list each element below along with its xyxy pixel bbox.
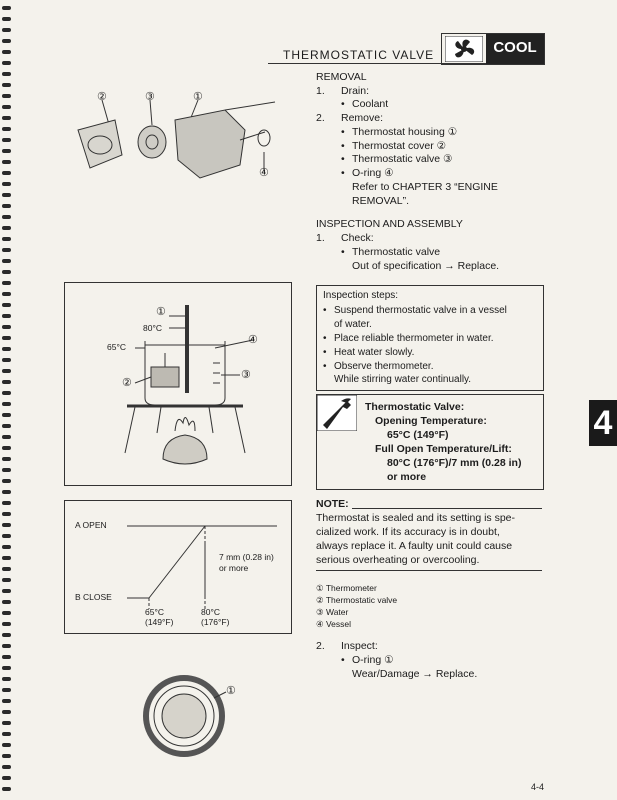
binding-hole bbox=[2, 369, 11, 373]
bullet: • bbox=[323, 333, 327, 344]
step-item: Heat water slowly. bbox=[334, 347, 415, 358]
binding-hole bbox=[2, 270, 11, 274]
binding-hole bbox=[2, 545, 11, 549]
lift-label-2: or more bbox=[219, 563, 249, 573]
binding-hole bbox=[2, 721, 11, 725]
note-line: serious overheating or overcooling. bbox=[316, 554, 480, 566]
inspection-step1-num: 1. bbox=[316, 232, 325, 244]
x-tick-65c: 65°C bbox=[145, 607, 164, 617]
binding-hole bbox=[2, 28, 11, 32]
binding-hole bbox=[2, 644, 11, 648]
chapter-tab-number: 4 bbox=[593, 404, 613, 442]
removal-item: Thermostat housing ① bbox=[352, 126, 458, 138]
step-item: Suspend thermostatic valve in a vessel bbox=[334, 305, 507, 316]
binding-hole bbox=[2, 501, 11, 505]
binding-hole bbox=[2, 116, 11, 120]
binding-hole bbox=[2, 281, 11, 285]
binding-hole bbox=[2, 622, 11, 626]
binding-hole bbox=[2, 424, 11, 428]
inspection-steps-box bbox=[316, 285, 544, 391]
spec-title: Thermostatic Valve: bbox=[365, 401, 465, 413]
lift-label: 7 mm (0.28 in) bbox=[219, 552, 274, 562]
bullet: • bbox=[323, 305, 327, 316]
binding-hole bbox=[2, 787, 11, 791]
binding-hole bbox=[2, 94, 11, 98]
binding-hole bbox=[2, 655, 11, 659]
exploded-view-illustration bbox=[60, 80, 290, 190]
binding-hole bbox=[2, 523, 11, 527]
callout-4: ④ bbox=[259, 167, 269, 179]
binding-hole bbox=[2, 72, 11, 76]
cool-badge bbox=[441, 33, 545, 65]
inspection-step1-label: Check: bbox=[341, 232, 374, 244]
refer-line-2: REMOVAL”. bbox=[352, 195, 409, 207]
bullet: • bbox=[341, 140, 345, 152]
beaker-callout-3: ③ bbox=[241, 369, 251, 381]
binding-hole bbox=[2, 182, 11, 186]
binding-hole bbox=[2, 138, 11, 142]
binding-hole bbox=[2, 336, 11, 340]
binding-hole bbox=[2, 215, 11, 219]
removal-item: Thermostatic valve ③ bbox=[352, 153, 453, 165]
callout-2: ② bbox=[97, 91, 107, 103]
note-rule-top bbox=[352, 508, 542, 509]
binding-hole bbox=[2, 490, 11, 494]
binding-hole bbox=[2, 776, 11, 780]
beaker-callout-4: ④ bbox=[248, 334, 258, 346]
binding-hole bbox=[2, 160, 11, 164]
binding-hole bbox=[2, 666, 11, 670]
inspection-steps-title: Inspection steps: bbox=[323, 290, 399, 301]
legend-item: ② Thermostatic valve bbox=[316, 595, 398, 605]
removal-step1-label: Drain: bbox=[341, 85, 370, 97]
o-ring-callout: ① bbox=[226, 685, 236, 697]
binding-hole bbox=[2, 149, 11, 153]
binding-hole bbox=[2, 50, 11, 54]
spiral-binding bbox=[0, 0, 14, 800]
step-item: Observe thermometer. bbox=[334, 361, 434, 372]
binding-hole bbox=[2, 512, 11, 516]
binding-hole bbox=[2, 633, 11, 637]
binding-hole bbox=[2, 292, 11, 296]
temp-80c-label: 80°C bbox=[143, 323, 162, 333]
full-open-value: 80°C (176°F)/7 mm (0.28 in) bbox=[387, 457, 522, 469]
removal-heading: REMOVAL bbox=[316, 71, 367, 83]
inspect-result: Wear/Damage → Replace. bbox=[352, 668, 478, 680]
bullet: • bbox=[341, 153, 345, 165]
close-label: B CLOSE bbox=[75, 592, 112, 602]
bullet: • bbox=[341, 167, 345, 179]
removal-step1-item: Coolant bbox=[352, 98, 389, 110]
cool-badge-label: COOL bbox=[493, 39, 537, 56]
binding-hole bbox=[2, 765, 11, 769]
temp-65c-label: 65°C bbox=[107, 342, 126, 352]
beaker-figure bbox=[64, 282, 292, 486]
binding-hole bbox=[2, 578, 11, 582]
removal-step2-num: 2. bbox=[316, 112, 325, 124]
inspect-item: O-ring ① bbox=[352, 654, 394, 666]
binding-hole bbox=[2, 193, 11, 197]
legend-item: ④ Vessel bbox=[316, 619, 352, 629]
binding-hole bbox=[2, 600, 11, 604]
bullet: • bbox=[341, 654, 345, 666]
fan-icon bbox=[445, 36, 483, 62]
binding-hole bbox=[2, 732, 11, 736]
step-item-cont: of water. bbox=[334, 319, 372, 330]
inspect-step-label: Inspect: bbox=[341, 640, 378, 652]
note-label: NOTE: bbox=[316, 498, 349, 510]
beaker-callout-2: ② bbox=[122, 377, 132, 389]
binding-hole bbox=[2, 259, 11, 263]
binding-hole bbox=[2, 226, 11, 230]
x-tick-176f: (176°F) bbox=[201, 617, 230, 627]
inspection-item: Thermostatic valve bbox=[352, 246, 441, 258]
legend-item: ③ Water bbox=[316, 607, 349, 617]
binding-hole bbox=[2, 468, 11, 472]
page-number: 4-4 bbox=[531, 782, 545, 792]
callout-1: ① bbox=[193, 91, 203, 103]
binding-hole bbox=[2, 39, 11, 43]
binding-hole bbox=[2, 237, 11, 241]
removal-step1-num: 1. bbox=[316, 85, 325, 97]
binding-hole bbox=[2, 127, 11, 131]
binding-hole bbox=[2, 677, 11, 681]
binding-hole bbox=[2, 358, 11, 362]
legend-item: ① Thermometer bbox=[316, 583, 377, 593]
removal-item: O-ring ④ bbox=[352, 167, 394, 179]
binding-hole bbox=[2, 479, 11, 483]
binding-hole bbox=[2, 589, 11, 593]
section-title: THERMOSTATIC VALVE bbox=[283, 48, 435, 62]
full-open-value-2: or more bbox=[387, 471, 427, 483]
binding-hole bbox=[2, 710, 11, 714]
beaker-callout-1: ① bbox=[156, 306, 166, 318]
binding-hole bbox=[2, 457, 11, 461]
binding-hole bbox=[2, 325, 11, 329]
binding-hole bbox=[2, 402, 11, 406]
step-item: Place reliable thermometer in water. bbox=[334, 333, 494, 344]
bullet: • bbox=[341, 98, 345, 110]
refer-line-1: Refer to CHAPTER 3 “ENGINE bbox=[352, 181, 498, 193]
x-tick-149f: (149°F) bbox=[145, 617, 174, 627]
open-label: A OPEN bbox=[75, 520, 107, 530]
binding-hole bbox=[2, 303, 11, 307]
bullet: • bbox=[341, 246, 345, 258]
binding-hole bbox=[2, 435, 11, 439]
opening-temp-value: 65°C (149°F) bbox=[387, 429, 449, 441]
note-rule-bottom bbox=[316, 570, 542, 571]
inspection-result: Out of specification → Replace. bbox=[352, 260, 500, 272]
binding-hole bbox=[2, 347, 11, 351]
binding-hole bbox=[2, 314, 11, 318]
binding-hole bbox=[2, 688, 11, 692]
o-ring-illustration bbox=[140, 672, 240, 762]
inspect-step-num: 2. bbox=[316, 640, 325, 652]
note-line: Thermostat is sealed and its setting is spe- bbox=[316, 512, 516, 524]
binding-hole bbox=[2, 380, 11, 384]
binding-hole bbox=[2, 754, 11, 758]
binding-hole bbox=[2, 611, 11, 615]
binding-hole bbox=[2, 171, 11, 175]
bullet: • bbox=[323, 347, 327, 358]
removal-item: Thermostat cover ② bbox=[352, 140, 447, 152]
beaker-drawing bbox=[65, 283, 291, 485]
lift-graph bbox=[64, 500, 292, 634]
inspection-heading: INSPECTION AND ASSEMBLY bbox=[316, 218, 463, 230]
bullet: • bbox=[341, 126, 345, 138]
full-open-label: Full Open Temperature/Lift: bbox=[375, 443, 512, 455]
callout-3: ③ bbox=[145, 91, 155, 103]
binding-hole bbox=[2, 61, 11, 65]
binding-hole bbox=[2, 699, 11, 703]
note-line: cialized work. If its accuracy is in doubt, bbox=[316, 526, 500, 538]
binding-hole bbox=[2, 567, 11, 571]
binding-hole bbox=[2, 6, 11, 10]
x-tick-80c: 80°C bbox=[201, 607, 220, 617]
binding-hole bbox=[2, 556, 11, 560]
binding-hole bbox=[2, 83, 11, 87]
bullet: • bbox=[323, 361, 327, 372]
binding-hole bbox=[2, 534, 11, 538]
step-item-cont: While stirring water continually. bbox=[334, 374, 472, 385]
binding-hole bbox=[2, 743, 11, 747]
removal-step2-label: Remove: bbox=[341, 112, 384, 124]
wrench-icon bbox=[317, 395, 357, 431]
binding-hole bbox=[2, 17, 11, 21]
opening-temp-label: Opening Temperature: bbox=[375, 415, 487, 427]
binding-hole bbox=[2, 391, 11, 395]
note-line: always replace it. A faulty unit could cause bbox=[316, 540, 513, 552]
binding-hole bbox=[2, 204, 11, 208]
spec-box bbox=[316, 394, 544, 490]
binding-hole bbox=[2, 248, 11, 252]
binding-hole bbox=[2, 413, 11, 417]
binding-hole bbox=[2, 105, 11, 109]
binding-hole bbox=[2, 446, 11, 450]
